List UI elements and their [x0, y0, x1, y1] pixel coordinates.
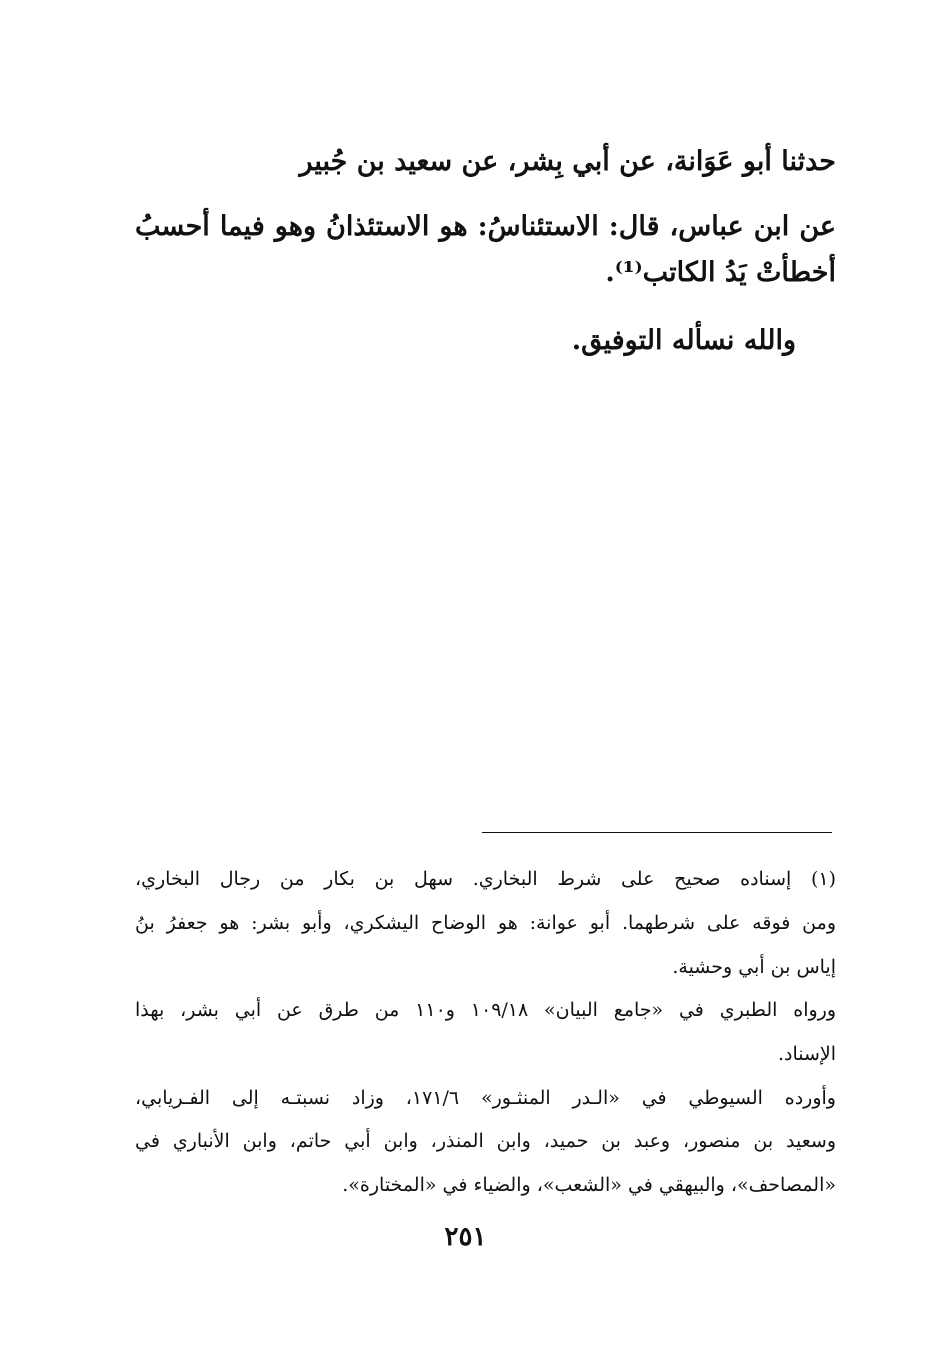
footnote-1-line-2: ومن فوقه على شرطهما. أبو عوانة: هو الوضاح اليشكري، وأبو بشر: هو جعفرُ بنُ — [135, 912, 836, 934]
footnote-2-line-1: ورواه الطبري في «جامع البيان» ١٠٩/١٨ و١١٠ من طرق عن أبي بشر، بهذا — [135, 999, 837, 1021]
main-text-line-2: عن ابن عباس، قال: الاستئناسُ: هو الاستئذانُ وهو فيما أحسبُ — [135, 211, 836, 242]
footnote-3-line-3: «المصاحف»، والبيهقي في «الشعب»، والضياء في «المختارة». — [342, 1174, 836, 1196]
footnote-3-line-2: وسعيد بن منصور، وعبد بن حميد، وابن المنذر، وابن أبي حاتم، وابن الأنباري في — [135, 1130, 836, 1152]
footnote-1-line-1: (١) إسناده صحيح على شرط البخاري. سهل بن بكار من رجال البخاري، — [135, 868, 836, 890]
footnote-3-line-1: وأورده السيوطي في «الـدر المنثـور» ١٧١/٦، وزاد نسبتـه إلى الفـريابي، — [135, 1087, 836, 1109]
footnote-1-line-3: إياس بن أبي وحشية. — [672, 956, 836, 978]
main-text-line-3: أخطأتْ يَدُ الكاتب⁽¹⁾. — [605, 257, 836, 288]
main-text-line-4: والله نسأله التوفيق. — [571, 325, 796, 356]
main-text-line-1: حدثنا أبو عَوَانة، عن أبي بِشر، عن سعيد بن جُبير — [299, 146, 836, 177]
page-number: ٢٥١ — [444, 1222, 487, 1252]
footnote-separator — [482, 832, 832, 833]
footnote-2-line-2: الإسناد. — [777, 1043, 836, 1065]
